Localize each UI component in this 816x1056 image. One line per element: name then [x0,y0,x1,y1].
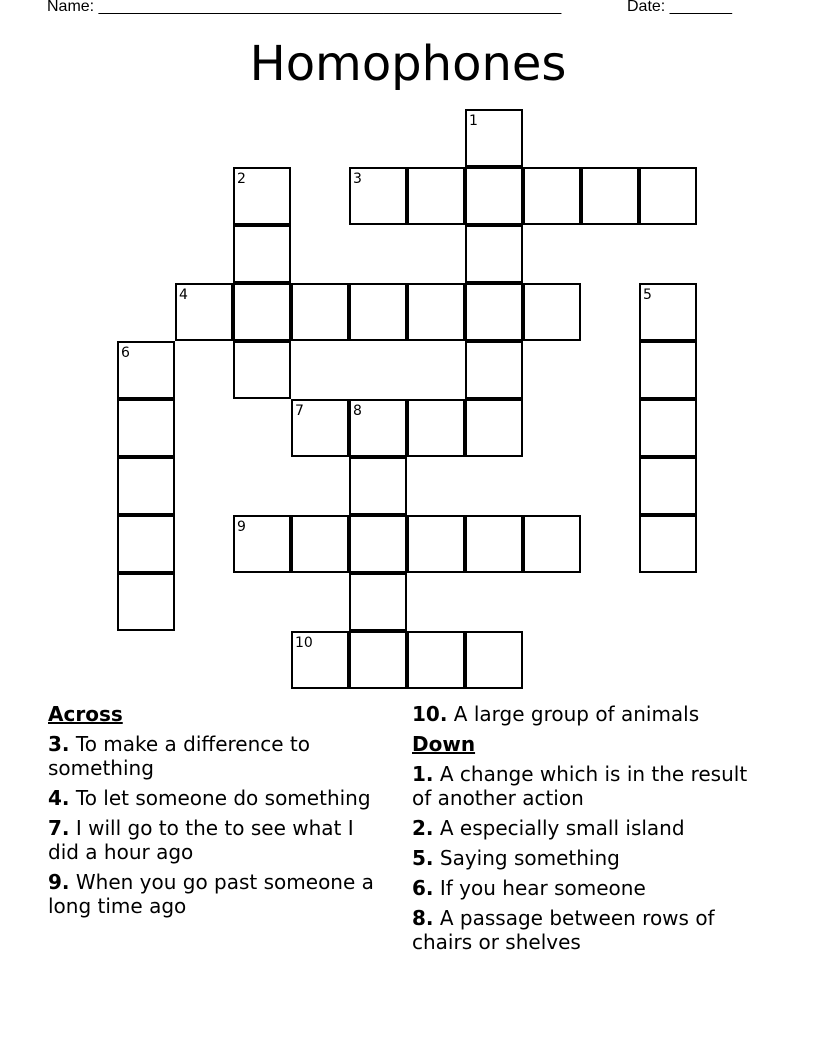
across-clue [48,816,388,864]
grid-cell[interactable] [465,631,523,689]
clue-number: 6. [412,876,434,900]
grid-cell[interactable] [291,515,349,573]
clue-number: 2. [412,816,434,840]
grid-cell[interactable] [233,283,291,341]
clue-number: 7. [48,816,70,840]
grid-cell[interactable] [407,631,465,689]
grid-cell[interactable] [291,631,349,689]
grid-cell[interactable] [349,573,407,631]
grid-cell[interactable] [407,167,465,225]
across-clue [48,870,388,918]
grid-cell[interactable] [349,283,407,341]
grid-cell[interactable] [233,167,291,225]
grid-cell[interactable] [465,283,523,341]
clue-text: A change which is in the result of another action [412,762,748,810]
clue-number-label: 2 [237,171,246,187]
clue-number-label: 6 [121,345,130,361]
clue-number-label: 10 [295,635,313,651]
down-clue [412,876,752,900]
clue-number: 9. [48,870,70,894]
grid-cell[interactable] [117,341,175,399]
grid-cell[interactable] [523,283,581,341]
clue-number: 3. [48,732,70,756]
clue-number-label: 9 [237,519,246,535]
grid-cell[interactable] [465,109,523,167]
clue-number: 10. [412,702,448,726]
grid-cell[interactable] [233,225,291,283]
grid-cell[interactable] [523,515,581,573]
grid-cell[interactable] [349,167,407,225]
grid-cell[interactable] [639,515,697,573]
grid-cell[interactable] [291,283,349,341]
grid-cell[interactable] [465,515,523,573]
clue-number-label: 8 [353,403,362,419]
grid-cell[interactable] [117,399,175,457]
clue-number-label: 1 [469,113,478,129]
across-clue [48,732,388,780]
clue-number: 4. [48,786,70,810]
clue-number: 1. [412,762,434,786]
grid-cell[interactable] [407,399,465,457]
grid-cell[interactable] [175,283,233,341]
clue-number-label: 4 [179,287,188,303]
grid-cell[interactable] [639,457,697,515]
clue-text: I will go to the to see what I did a hour ago [48,816,354,864]
down-clue [412,816,752,840]
across-clue [48,786,388,810]
grid-cell[interactable] [117,573,175,631]
clue-text: When you go past someone a long time ago [48,870,374,918]
grid-cell[interactable] [639,283,697,341]
grid-cell[interactable] [349,515,407,573]
grid-cell[interactable] [349,457,407,515]
clue-number-label: 3 [353,171,362,187]
clue-number-label: 7 [295,403,304,419]
page-title: Homophones [249,36,567,92]
down-clue [412,846,752,870]
grid-cell[interactable] [581,167,639,225]
clue-text: A especially small island [439,816,685,840]
across-clue [412,702,752,726]
clues-right-column [412,702,752,960]
grid-cell[interactable] [465,167,523,225]
grid-cell[interactable] [233,341,291,399]
clue-text: To make a difference to something [48,732,311,780]
across-heading: Across [48,702,123,726]
grid-cell[interactable] [523,167,581,225]
clue-number: 5. [412,846,434,870]
grid-cell[interactable] [639,399,697,457]
down-clue [412,906,752,954]
grid-cell[interactable] [291,399,349,457]
grid-cell[interactable] [407,283,465,341]
clue-text: If you hear someone [439,876,646,900]
grid-cell[interactable] [117,515,175,573]
grid-cell[interactable] [639,167,697,225]
clue-number: 8. [412,906,434,930]
grid-cell[interactable] [233,515,291,573]
grid-cell[interactable] [349,631,407,689]
date-field[interactable]: Date: _______ [627,0,732,15]
grid-cell[interactable] [465,341,523,399]
grid-cell[interactable] [117,457,175,515]
grid-cell[interactable] [465,399,523,457]
name-field[interactable]: Name: ____________________________________________________ [47,0,562,15]
grid-cell[interactable] [407,515,465,573]
clues-left-column [48,702,388,924]
clue-number-label: 5 [643,287,652,303]
clue-text: A large group of animals [453,702,700,726]
clue-text: Saying something [439,846,620,870]
down-clue [412,762,752,810]
grid-cell[interactable] [639,341,697,399]
grid-cell[interactable] [465,225,523,283]
clue-text: To let someone do something [75,786,371,810]
grid-cell[interactable] [349,399,407,457]
clue-text: A passage between rows of chairs or shelves [412,906,715,954]
down-heading: Down [412,732,476,756]
